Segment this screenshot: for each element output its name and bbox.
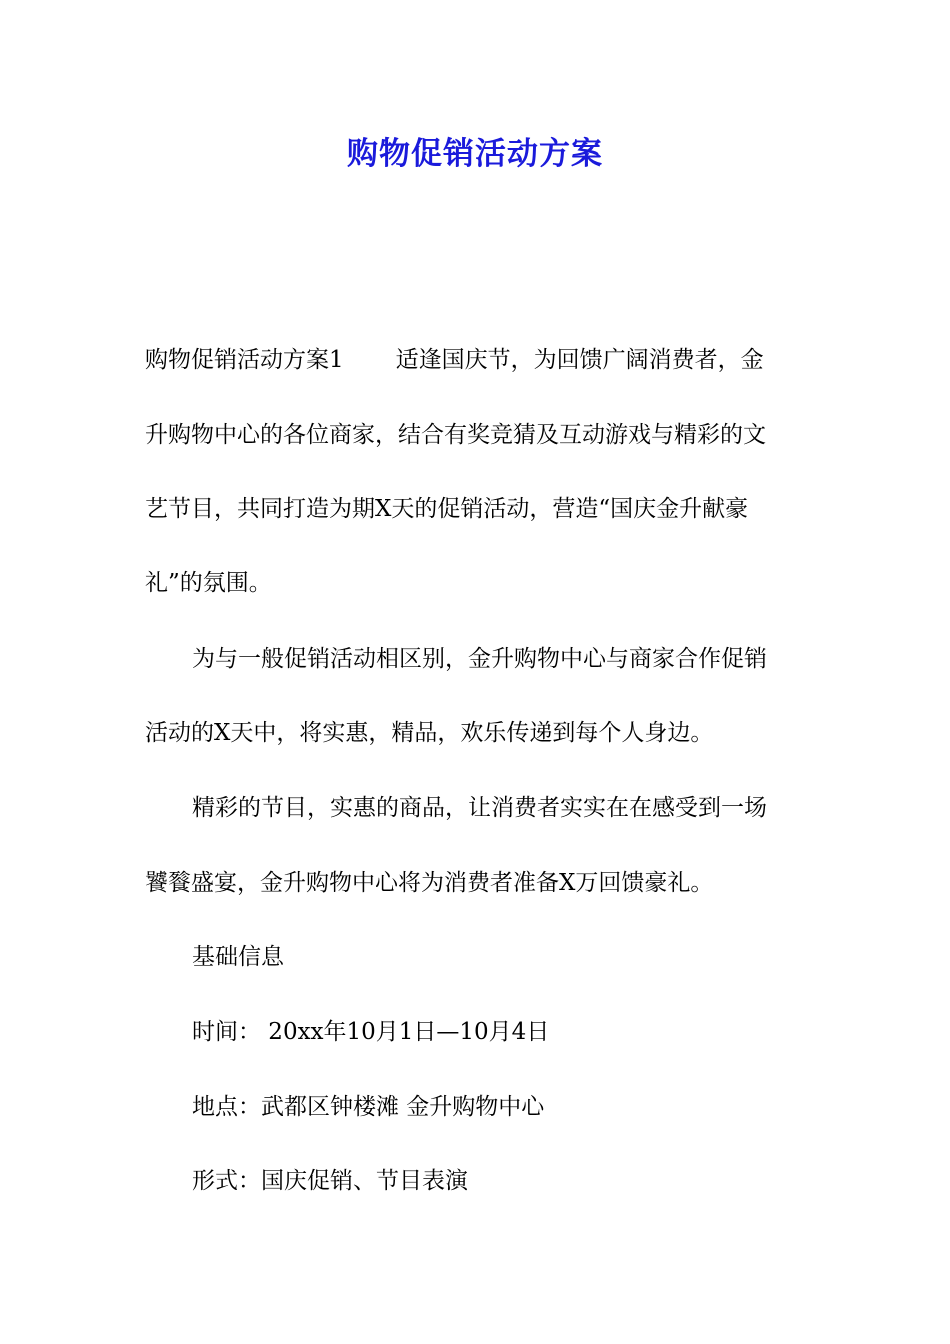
info-location: 地点：武都区钟楼滩 金升购物中心: [192, 1094, 545, 1120]
info-time: 时间： 20xx年10月1日—10月4日: [192, 1019, 550, 1045]
paragraph-line: 礼”的氛围。: [145, 570, 272, 596]
section-label: 基础信息: [192, 944, 284, 970]
paragraph-line: 活动的X天中，将实惠，精品，欢乐传递到每个人身边。: [145, 720, 714, 746]
info-format: 形式：国庆促销、节目表演: [192, 1168, 468, 1194]
paragraph-line: 艺节目，共同打造为期X天的促销活动，营造“国庆金升献豪: [145, 496, 749, 522]
section-heading: 购物促销活动方案1: [145, 347, 344, 373]
paragraph-line: 饕餮盛宴，金升购物中心将为消费者准备X万回馈豪礼。: [145, 870, 714, 896]
paragraph-line: 为与一般促销活动相区别，金升购物中心与商家合作促销: [192, 646, 767, 672]
paragraph-line: 升购物中心的各位商家，结合有奖竞猜及互动游戏与精彩的文: [145, 422, 766, 448]
paragraph-line: [145, 345, 810, 375]
paragraph-line: 精彩的节目，实惠的商品，让消费者实实在在感受到一场: [192, 795, 767, 821]
document-title: 购物促销活动方案: [347, 136, 603, 172]
line-text: 适逢国庆节，为回馈广阔消费者，金: [395, 347, 764, 373]
